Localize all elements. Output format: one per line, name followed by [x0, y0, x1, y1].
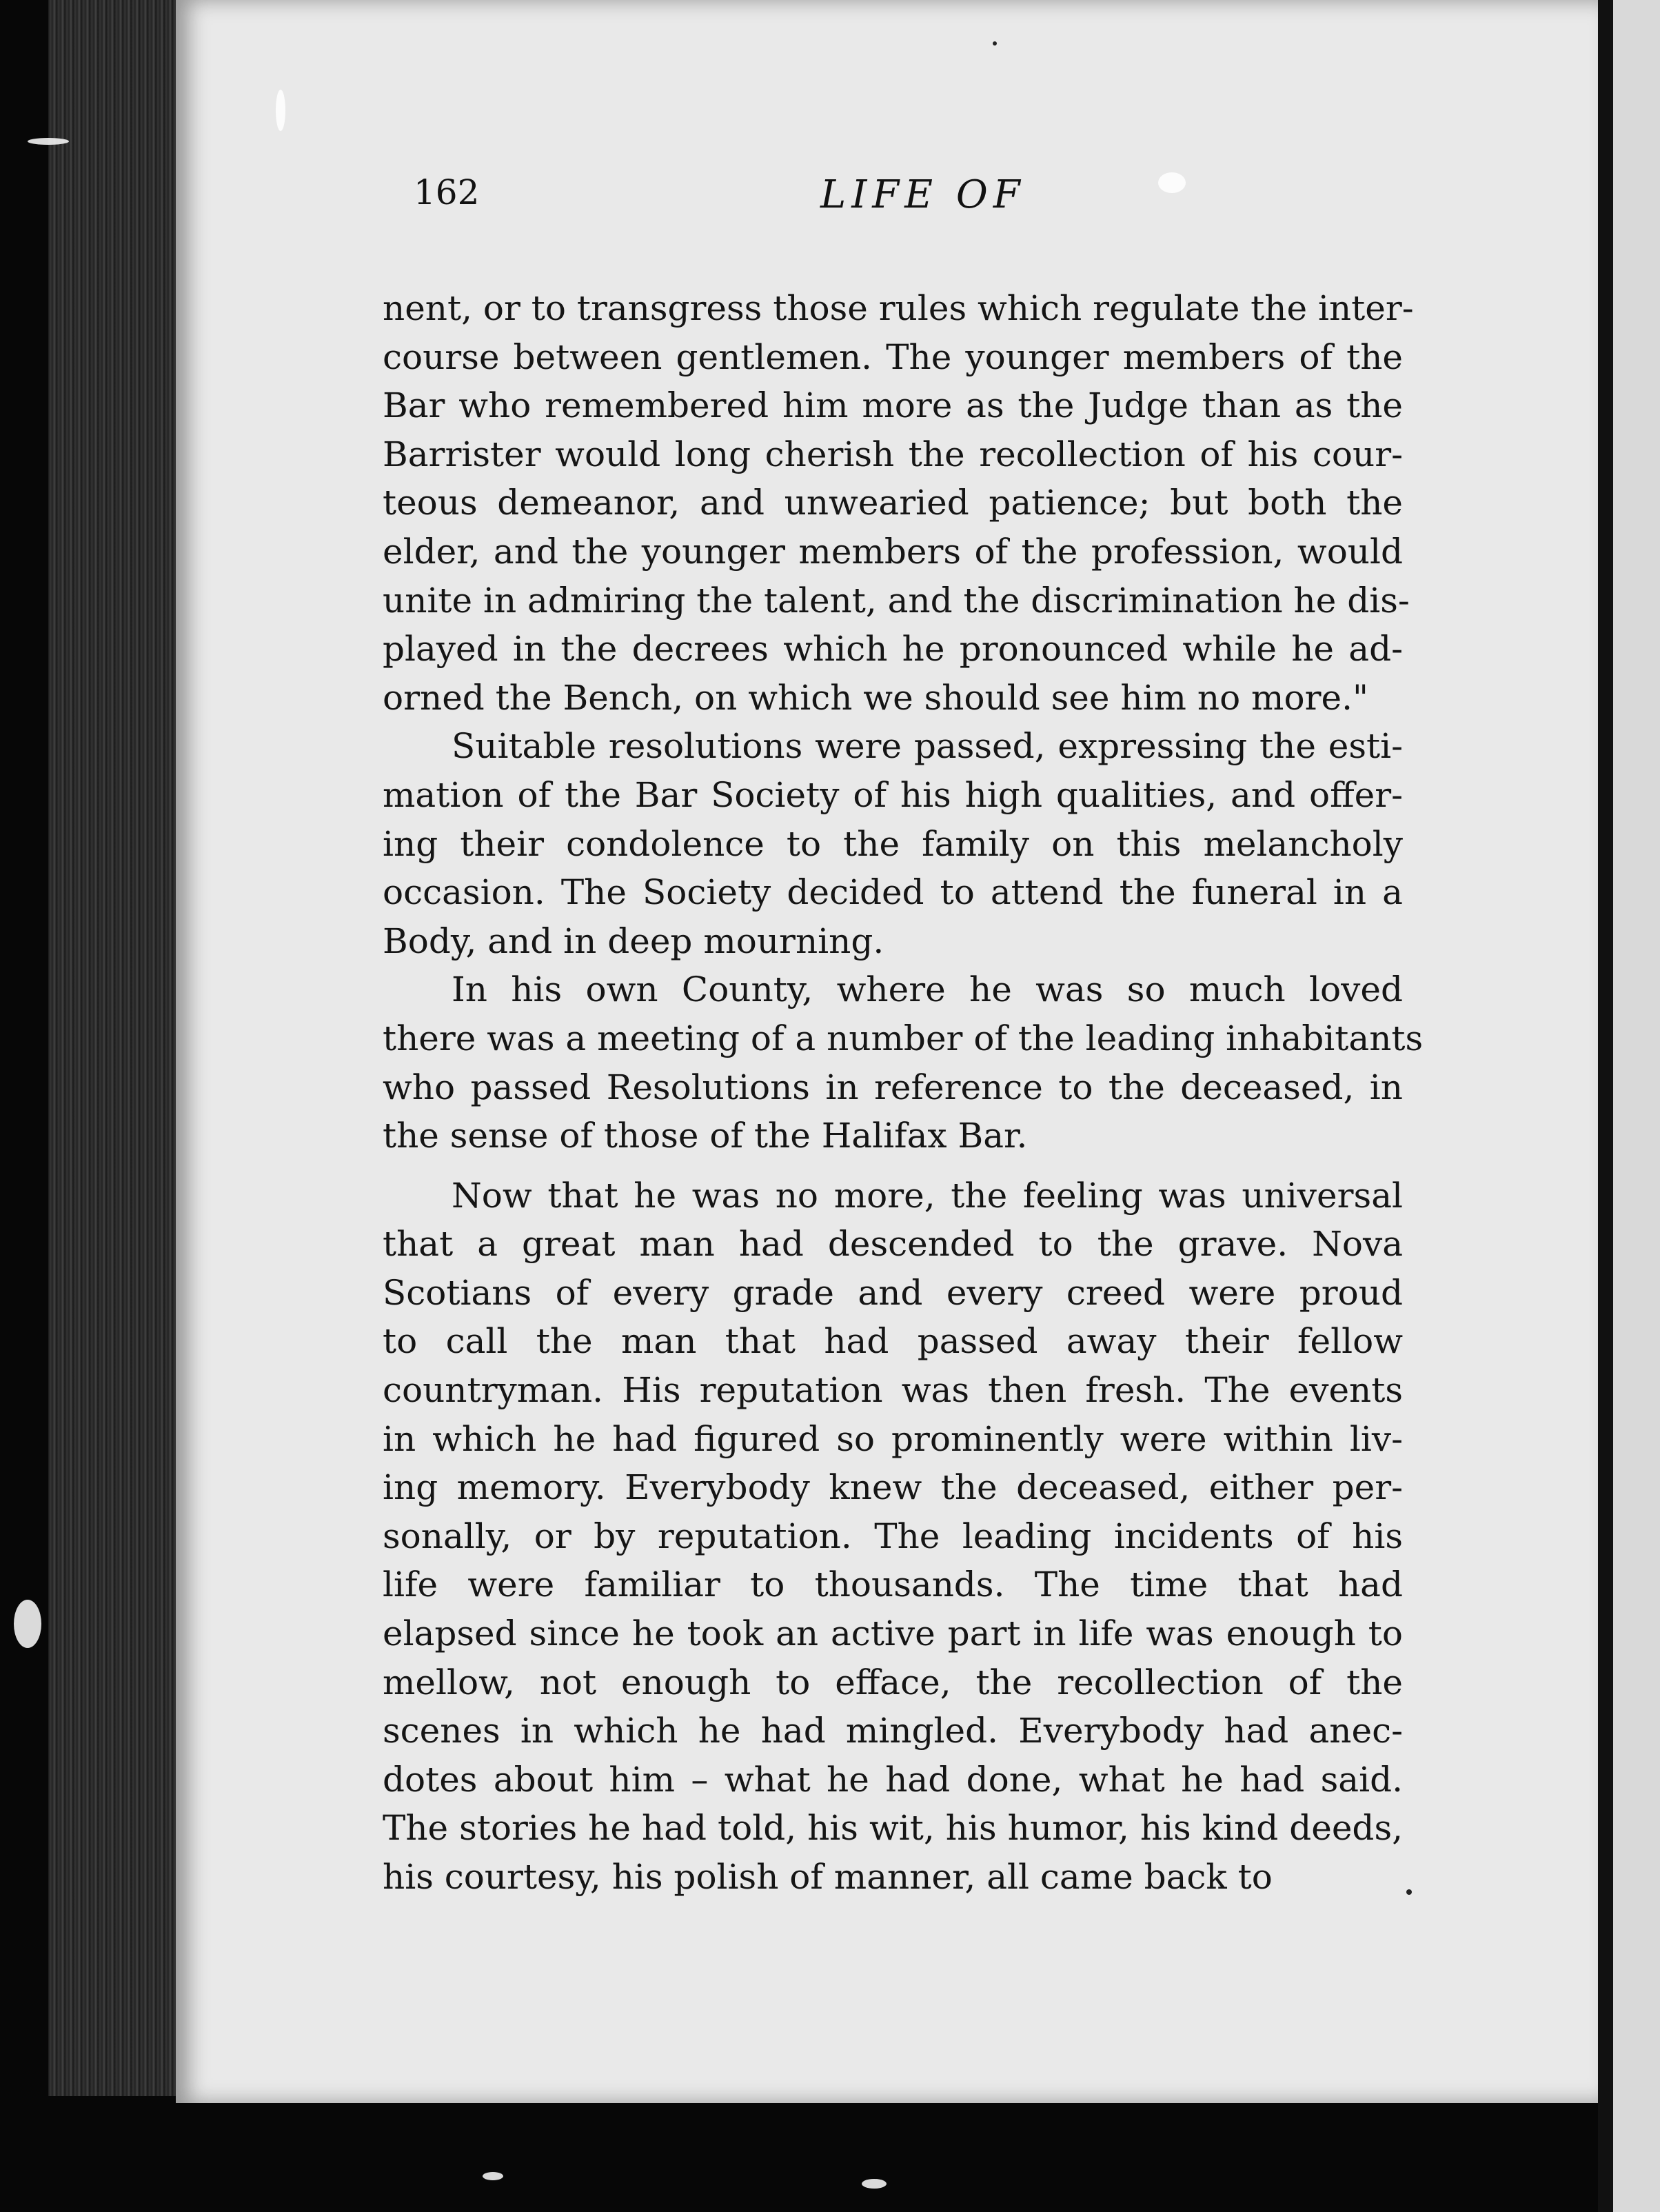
right-page-edge	[1598, 0, 1613, 2212]
text-line: unite in admiring the talent, and the discrimination he dis-	[383, 580, 1410, 621]
scan-speck	[483, 2172, 503, 2180]
text-line: occasion. The Society decided to attend the funeral in a	[383, 872, 1403, 913]
text-line: Body, and in deep mourning.	[383, 921, 884, 961]
text-line: elapsed since he took an active part in life was enough to	[383, 1613, 1403, 1654]
text-line: course between gentlemen. The younger members of the	[383, 336, 1403, 377]
text-line: nent, or to transgress those rules which regulate the inter-	[383, 288, 1414, 328]
page-number: 162	[414, 172, 480, 212]
text-line: The stories he had told, his wit, his humor, his kind deeds,	[383, 1808, 1403, 1849]
text-line: ing memory. Everybody knew the deceased, either per-	[383, 1467, 1403, 1508]
text-line: life were familiar to thousands. The time that had	[383, 1565, 1403, 1605]
text-line: countryman. His reputation was then fresh. The events	[383, 1370, 1403, 1411]
text-line: dotes about him – what he had done, what he had said.	[383, 1759, 1403, 1800]
paragraph-gap	[383, 1160, 1403, 1172]
running-head: LIFE OF	[820, 172, 1026, 217]
paragraph	[383, 1172, 1403, 1902]
text-line: played in the decrees which he pronounced while he ad-	[383, 629, 1403, 670]
text-line: scenes in which he had mingled. Everybody had anec-	[383, 1711, 1403, 1751]
text-line: Now that he was no more, the feeling was universal	[452, 1175, 1403, 1216]
text-line: teous demeanor, and unwearied patience; but both the	[383, 483, 1403, 523]
text-line: in which he had figured so prominently were within liv-	[383, 1418, 1403, 1459]
paragraph	[383, 965, 1424, 1160]
scan-speck	[993, 41, 997, 46]
book-edge	[48, 0, 186, 2096]
text-line: his courtesy, his polish of manner, all came back to	[383, 1857, 1273, 1897]
scan-speck	[862, 2179, 887, 2189]
text-line: the sense of those of the Halifax Bar.	[383, 1116, 1028, 1156]
facing-page-strip	[1613, 0, 1660, 2212]
text-line: who passed Resolutions in reference to the deceased, in	[383, 1067, 1403, 1107]
scan-speck	[276, 90, 285, 131]
scan-speck	[1406, 1889, 1412, 1895]
scan-speck	[28, 138, 69, 145]
text-line: Barrister would long cherish the recollection of his cour-	[383, 434, 1403, 474]
paragraph	[383, 284, 1414, 722]
body-text	[383, 284, 1424, 1902]
page-header	[414, 172, 1413, 228]
text-line: elder, and the younger members of the profession, would	[383, 531, 1403, 572]
scan-speck	[14, 1600, 41, 1648]
text-line: Bar who remembered him more as the Judge than as the	[383, 385, 1403, 426]
text-line: there was a meeting of a number of the leading inhabitants	[383, 1018, 1424, 1058]
text-line: mellow, not enough to efface, the recollection of the	[383, 1662, 1403, 1702]
text-line: Suitable resolutions were passed, expressing the esti-	[452, 726, 1403, 767]
text-line: to call the man that had passed away their fellow	[383, 1321, 1403, 1362]
text-line: that a great man had descended to the grave. Nova	[383, 1224, 1403, 1265]
text-line: orned the Bench, on which we should see him no more."	[383, 677, 1368, 718]
text-line: In his own County, where he was so much loved	[452, 969, 1403, 1010]
text-line: Scotians of every grade and every creed were proud	[383, 1272, 1403, 1313]
text-line: sonally, or by reputation. The leading incidents of his	[383, 1516, 1403, 1556]
text-line: mation of the Bar Society of his high qualities, and offer-	[383, 774, 1403, 815]
paragraph	[383, 722, 1403, 965]
text-line: ing their condolence to the family on this melancholy	[383, 823, 1403, 864]
